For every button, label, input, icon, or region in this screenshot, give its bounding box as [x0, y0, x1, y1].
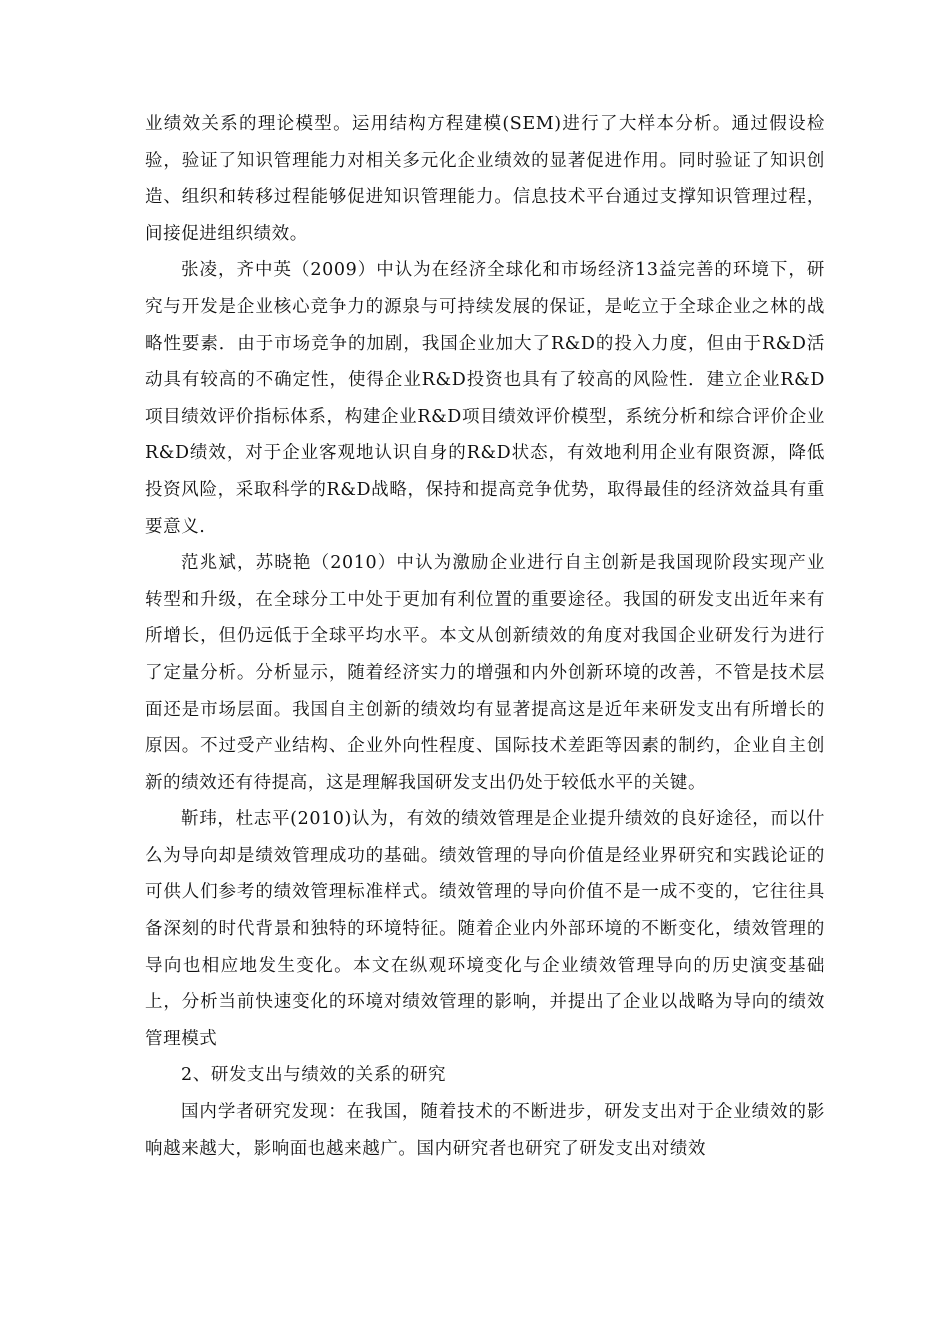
paragraph-fan-zhaobin: 范兆斌，苏晓艳（2010）中认为激励企业进行自主创新是我国现阶段实现产业转型和升级，在全球分工中处于更加有利位置的重要途径。我国的研发支出近年来有所增长，但仍远低于全球平均水平。本文从创新绩效的角度对我国企业研发行为进行了定量分析。分析显示，随着经济实力的增强和内外创新环境的改善，不管是技术层面还是市场层面。我国自主创新的绩效均有显著提高这是近年来研发支出有所增长的原因。不过受产业结构、企业外向性程度、国际技术差距等因素的制约，企业自主创新的绩效还有待提高，这是理解我国研发支出仍处于较低水平的关键。 — [145, 553, 825, 793]
section-heading: 2、研发支出与绩效的关系的研究 — [181, 1065, 447, 1086]
paragraph-domestic-research: 国内学者研究发现：在我国，随着技术的不断进步，研发支出对于企业绩效的影响越来越大，影响面也越来越广。国内研究者也研究了研发支出对绩效 — [145, 1102, 825, 1159]
paragraph-jin-wei: 靳玮，杜志平(2010)认为，有效的绩效管理是企业提升绩效的良好途径，而以什么为导向却是绩效管理成功的基础。绩效管理的导向价值是经业界研究和实践论证的可供人们参考的绩效管理标准样式。绩效管理的导向价值不是一成不变的，它往往具备深刻的时代背景和独特的环境特征。随着企业内外部环境的不断变化，绩效管理的导向也相应地发生变化。本文在纵观环境变化与企业绩效管理导向的历史演变基础上，分析当前快速变化的环境对绩效管理的影响，并提出了企业以战略为导向的绩效管理模式 — [145, 809, 825, 1049]
paragraph-zhang-ling: 张凌，齐中英（2009）中认为在经济全球化和市场经济13益完善的环境下，研究与开发是企业核心竞争力的源泉与可持续发展的保证，是屹立于全球企业之林的战略性要素．由于市场竞争的加剧，我国企业加大了R&D的投入力度，但由于R&D活动具有较高的不确定性，使得企业R&D投资也具有了较高的风险性．建立企业R&D项目绩效评价指标体系，构建企业R&D项目绩效评价模型，系统分析和综合评价企业R&D绩效，对于企业客观地认识自身的R&D状态，有效地利用企业有限资源，降低投资风险，采取科学的R&D战略，保持和提高竞争优势，取得最佳的经济效益具有重要意义. — [145, 260, 825, 537]
paragraph-continuation: 业绩效关系的理论模型。运用结构方程建模(SEM)进行了大样本分析。通过假设检验，验证了知识管理能力对相关多元化企业绩效的显著促进作用。同时验证了知识创造、组织和转移过程能够促进知识管理能力。信息技术平台通过支撑知识管理过程，间接促进组织绩效。 — [145, 114, 825, 244]
document-body — [145, 106, 825, 1167]
